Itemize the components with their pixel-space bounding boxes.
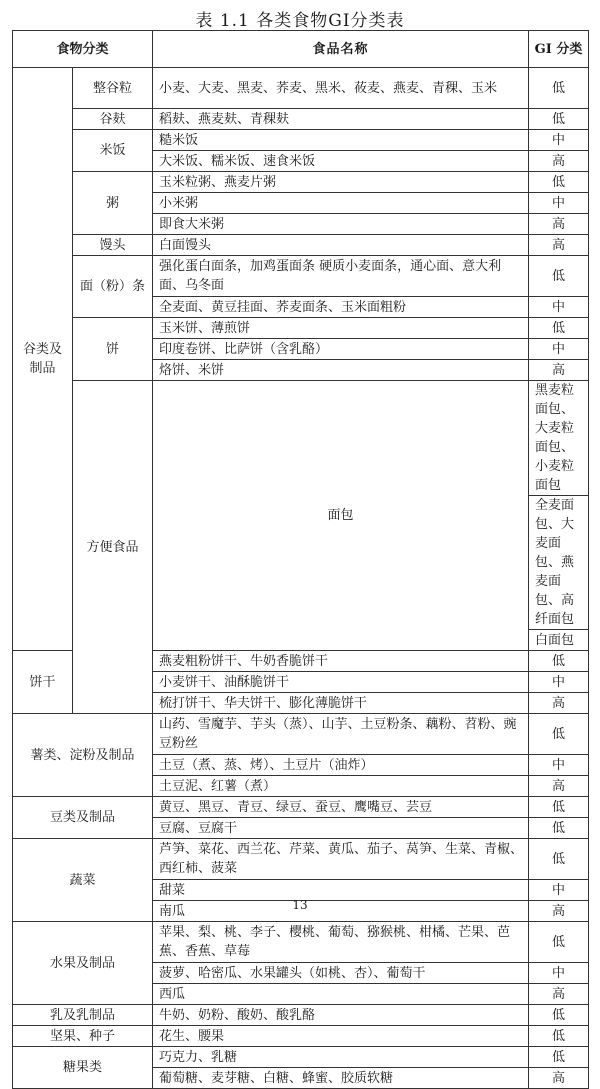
gi-value-cell: 高 [529,214,589,235]
food-items-cell: 小麦、大麦、黑麦、荞麦、黑米、莜麦、燕麦、青稞、玉米 [153,68,529,109]
gi-value-cell: 中 [529,880,589,901]
page-number: 13 [292,898,308,912]
food-items-cell: 西瓜 [153,984,529,1005]
food-items-cell: 玉米粒粥、燕麦片粥 [153,172,529,193]
subcategory-cell: 谷麸 [73,109,153,130]
gi-value-cell: 高 [529,693,589,714]
gi-value-cell: 低 [529,109,589,130]
table-row [13,1047,589,1068]
gi-value-cell: 高 [529,235,589,256]
gi-classification-table [12,30,589,1089]
table-row [13,1005,589,1026]
gi-value-cell: 低 [529,1026,589,1047]
subcategory-cell: 饼干 [13,651,73,714]
food-items-cell: 南瓜 [153,901,529,922]
food-items-cell: 梳打饼干、华夫饼干、膨化薄脆饼干 [153,693,529,714]
food-items-cell: 白面包 [529,630,589,651]
category-cell: 糖果类 [13,1047,153,1089]
gi-value-cell: 低 [529,1047,589,1068]
food-items-cell: 甜菜 [153,880,529,901]
gi-value-cell: 高 [529,151,589,172]
food-items-cell: 小米粥 [153,193,529,214]
food-items-cell: 小麦饼干、油酥脆饼干 [153,672,529,693]
gi-value-cell: 中 [529,963,589,984]
gi-value-cell: 高 [529,360,589,381]
food-items-cell: 烙饼、米饼 [153,360,529,381]
table-row [13,839,589,880]
subcategory-cell: 饼 [73,318,153,381]
gi-value-cell: 低 [529,651,589,672]
category-cell: 水果及制品 [13,922,153,1005]
food-items-cell: 全麦面、黄豆挂面、荞麦面条、玉米面粗粉 [153,297,529,318]
subcategory-cell: 馒头 [73,235,153,256]
gi-value-cell: 高 [529,984,589,1005]
header-category: 食物分类 [13,31,153,68]
food-items-cell: 葡萄糖、麦芽糖、白糖、蜂蜜、胶质软糖 [153,1068,529,1089]
table-row [13,797,589,818]
gi-value-cell: 低 [529,172,589,193]
table-row [13,1026,589,1047]
food-items-cell: 稻麸、燕麦麸、青稞麸 [153,109,529,130]
table-row [13,714,589,755]
food-items-cell: 大米饭、糯米饭、速食米饭 [153,151,529,172]
food-items-cell: 土豆泥、红薯（煮） [153,776,529,797]
food-items-cell: 土豆（煮、蒸、烤）、土豆片（油炸） [153,755,529,776]
gi-value-cell: 中 [529,130,589,151]
table-row [13,130,589,151]
header-gi: GI 分类 [529,31,589,68]
table-row [13,235,589,256]
gi-value-cell: 中 [529,672,589,693]
table-row [13,318,589,339]
gi-value-cell: 中 [529,193,589,214]
food-items-cell: 玉米饼、薄煎饼 [153,318,529,339]
category-cell: 豆类及制品 [13,797,153,839]
food-items-cell: 山药、雪魔芋、芋头（蒸）、山芋、土豆粉条、藕粉、苕粉、豌豆粉丝 [153,714,529,755]
gi-value-cell: 低 [529,797,589,818]
gi-value-cell: 低 [529,256,589,297]
gi-value-cell: 低 [529,1005,589,1026]
food-items-cell: 强化蛋白面条，加鸡蛋面条 硬质小麦面条，通心面、意大利面、乌冬面 [153,256,529,297]
gi-value-cell: 高 [529,1068,589,1089]
gi-value-cell: 低 [529,922,589,963]
gi-value-cell: 高 [529,776,589,797]
subcategory-cell: 粥 [73,172,153,235]
food-items-cell: 白面馒头 [153,235,529,256]
food-items-cell: 黑麦粒面包、大麦粒面包、小麦粒面包 [529,381,589,496]
food-items-cell: 糙米饭 [153,130,529,151]
header-row [13,31,589,68]
food-items-cell: 菠萝、哈密瓜、水果罐头（如桃、杏）、葡萄干 [153,963,529,984]
food-items-cell: 花生、腰果 [153,1026,529,1047]
food-items-cell: 印度卷饼、比萨饼（含乳酪） [153,339,529,360]
category-cell: 谷类及制品 [13,68,73,651]
table-row [13,381,589,496]
gi-value-cell: 高 [529,901,589,922]
gi-value-cell: 低 [529,318,589,339]
gi-value-cell: 低 [529,68,589,109]
category-cell: 坚果、种子 [13,1026,153,1047]
category-cell: 蔬菜 [13,839,153,922]
table-row [13,68,589,109]
subcategory-cell: 整谷粒 [73,68,153,109]
subcategory-cell: 米饭 [73,130,153,172]
food-items-cell: 牛奶、奶粉、酸奶、酸乳酪 [153,1005,529,1026]
food-items-cell: 燕麦粗粉饼干、牛奶香脆饼干 [153,651,529,672]
food-items-cell: 黄豆、黑豆、青豆、绿豆、蚕豆、鹰嘴豆、芸豆 [153,797,529,818]
table-title: 表 1.1 各类食物GI分类表 [195,11,405,31]
food-items-cell: 豆腐、豆腐干 [153,818,529,839]
food-items-cell: 全麦面包、大麦面包、燕麦面包、高纤面包 [529,496,589,630]
gi-value-cell: 低 [529,818,589,839]
subcategory-cell: 面包 [153,381,529,651]
category-cell: 薯类、淀粉及制品 [13,714,153,797]
table-row [13,922,589,963]
table-row [13,172,589,193]
food-items-cell: 芦笋、菜花、西兰花、芹菜、黄瓜、茄子、莴笋、生菜、青椒、西红柿、菠菜 [153,839,529,880]
subcategory-cell: 面（粉）条 [73,256,153,318]
category-cell: 方便食品 [73,381,153,714]
food-items-cell: 巧克力、乳糖 [153,1047,529,1068]
gi-value-cell: 低 [529,839,589,880]
category-cell: 乳及乳制品 [13,1005,153,1026]
table-row [13,109,589,130]
gi-value-cell: 低 [529,714,589,755]
food-items-cell: 苹果、梨、桃、李子、樱桃、葡萄、猕猴桃、柑橘、芒果、芭蕉、香蕉、草莓 [153,922,529,963]
gi-value-cell: 中 [529,755,589,776]
header-food-name: 食品名称 [153,31,529,68]
gi-value-cell: 中 [529,339,589,360]
food-items-cell: 即食大米粥 [153,214,529,235]
gi-value-cell: 中 [529,297,589,318]
table-row [13,256,589,297]
